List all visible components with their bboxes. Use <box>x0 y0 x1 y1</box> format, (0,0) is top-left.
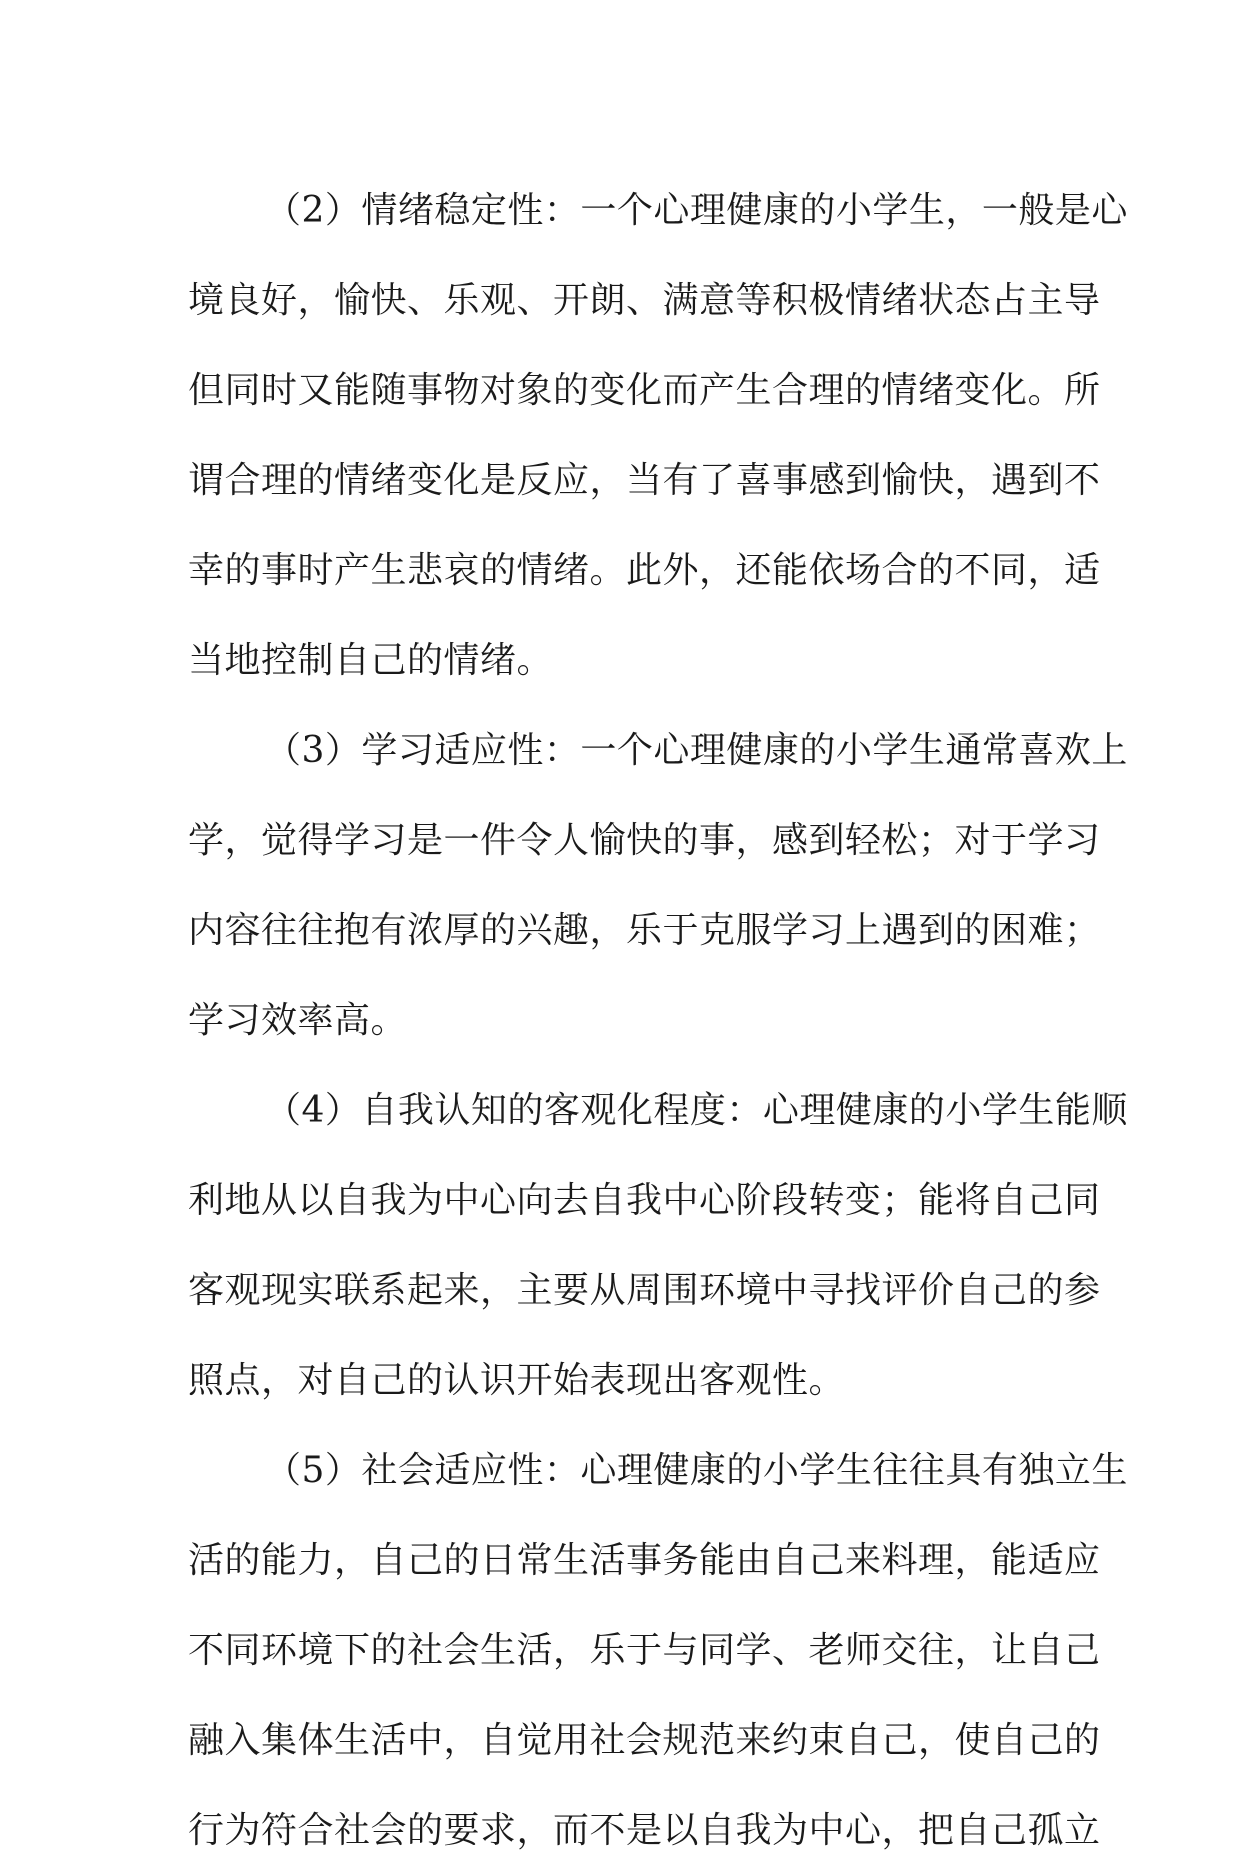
text-line: 客观现实联系起来，主要从周围环境中寻找评价自己的参 <box>188 1270 1101 1311</box>
text-line: （4）自我认知的客观化程度：心理健康的小学生能顺 <box>265 1090 1128 1131</box>
text-line: 境良好，愉快、乐观、开朗、满意等积极情绪状态占主导 <box>188 280 1101 321</box>
text-line: 照点，对自己的认识开始表现出客观性。 <box>188 1360 846 1401</box>
text-line: 当地控制自己的情绪。 <box>188 640 554 681</box>
paragraph-social-adaptability <box>188 1426 1128 1876</box>
text-line: 融入集体生活中，自觉用社会规范来约束自己，使自己的 <box>188 1720 1101 1761</box>
text-line: 学，觉得学习是一件令人愉快的事，感到轻松；对于学习 <box>188 820 1101 861</box>
text-line: 幸的事时产生悲哀的情绪。此外，还能依场合的不同，适 <box>188 550 1101 591</box>
text-line: （5）社会适应性：心理健康的小学生往往具有独立生 <box>265 1450 1128 1491</box>
document-body <box>188 166 1128 1876</box>
text-line: 谓合理的情绪变化是反应，当有了喜事感到愉快，遇到不 <box>188 460 1101 501</box>
text-line: （2）情绪稳定性：一个心理健康的小学生，一般是心 <box>265 190 1128 231</box>
text-line: 行为符合社会的要求，而不是以自我为中心，把自己孤立 <box>188 1810 1101 1851</box>
text-line: 但同时又能随事物对象的变化而产生合理的情绪变化。所 <box>188 370 1101 411</box>
paragraph-learning-adaptability <box>188 706 1128 1066</box>
paragraph-self-cognition <box>188 1066 1128 1426</box>
text-line: 学习效率高。 <box>188 1000 408 1041</box>
paragraph-emotional-stability <box>188 166 1128 706</box>
text-line: 内容往往抱有浓厚的兴趣，乐于克服学习上遇到的困难； <box>188 910 1101 951</box>
text-line: 不同环境下的社会生活，乐于与同学、老师交往，让自己 <box>188 1630 1101 1671</box>
text-line: 利地从以自我为中心向去自我中心阶段转变；能将自己同 <box>188 1180 1101 1221</box>
text-line: 活的能力，自己的日常生活事务能由自己来料理，能适应 <box>188 1540 1101 1581</box>
text-line: （3）学习适应性：一个心理健康的小学生通常喜欢上 <box>265 730 1128 771</box>
